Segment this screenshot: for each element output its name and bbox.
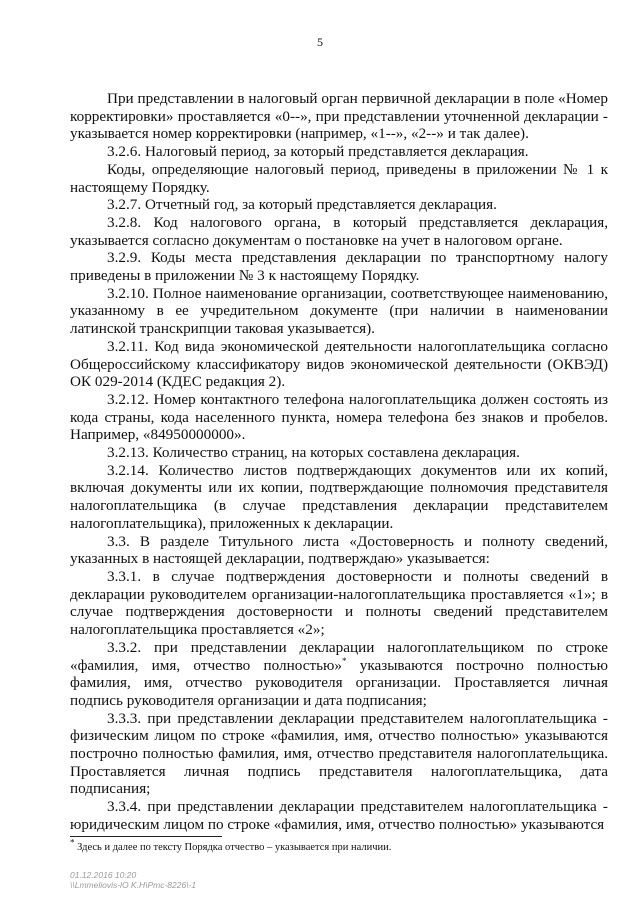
- paragraph: Коды, определяющие налоговый период, приведены в приложении № 1 к настоящему Порядку.: [70, 160, 608, 196]
- paragraph: 3.2.12. Номер контактного телефона налогоплательщика должен состоять из кода страны, кода населенного пункта, номера телефона без знаков и пробелов. Например, «84950000000».: [70, 390, 608, 444]
- paragraph: 3.3.4. при представлении декларации представителем налогоплательщика - юридическим лицом по строке «фамилия, имя, отчество полностью» указываются: [70, 798, 608, 833]
- paragraph: 3.2.14. Количество листов подтверждающих документов или их копий, включая документы или их копии, подтверждающие полномочия представителя налогоплательщика (в случае представления декларации представителем налогоплательщика), приложенных к декларации.: [70, 461, 608, 532]
- footnote-text: Здесь и далее по тексту Порядка отчество – указывается при наличии.: [74, 842, 392, 853]
- page-number: 5: [317, 35, 323, 49]
- paragraph-3-3-2: [70, 639, 608, 710]
- document-body: [70, 90, 608, 834]
- paragraph: 3.2.11. Код вида экономической деятельности налогоплательщика согласно Общероссийскому классификатору видов экономической деятельности (ОКВЭД) ОК 029-2014 (КДЕС редакция 2).: [70, 337, 608, 391]
- footnote-reference: *: [341, 655, 347, 666]
- paragraph: 3.3.1. в случае подтверждения достоверности и полноты сведений в декларации руководителем организации-налогоплательщика проставляется «1»; в случае подтверждения достоверности и полноты сведений представителем налогоплательщика проставляется «2»;: [70, 567, 608, 639]
- paragraph: При представлении в налоговый орган первичной декларации в поле «Номер корректировки» проставляется «0--», при представлении уточненной декларации - указывается номер корректировки (например, «1--», «2--» и так далее).: [70, 90, 608, 143]
- print-stamp-date: 01.12.2016 10:20: [70, 870, 137, 880]
- paragraph: 3.2.6. Налоговый период, за который представляется декларация.: [107, 143, 529, 161]
- paragraph: 3.3.3. при представлении декларации представителем налогоплательщика - физическим лицом по строке «фамилия, имя, отчество полностью» указываются построчно полностью фамилия, имя, отчество представителя налогоплательщика. Проставляется личная подпись представителя налогоплательщика, дата подписания;: [70, 709, 608, 798]
- paragraph: 3.2.10. Полное наименование организации, соответствующее наименованию, указанному в ее учредительном документе (при наличии в наименовании латинской транскрипции таковая указывается).: [70, 284, 608, 338]
- paragraph: 3.3. В разделе Титульного листа «Достоверность и полноту сведений, указанных в настоящей декларации, подтверждаю» указывается:: [70, 532, 608, 568]
- footnote: [70, 837, 608, 854]
- paragraph: 3.2.13. Количество страниц, на которых составлена декларация.: [107, 444, 520, 462]
- paragraph: 3.2.8. Код налогового органа, в который представляется декларация, указывается согласно документам о постановке на учет в налоговом органе.: [70, 213, 608, 249]
- print-stamp-path: \\Lmmeliovis-lO K.H\Pmc-8226\-1: [70, 880, 197, 890]
- footnote-mark: *: [70, 837, 75, 848]
- paragraph: 3.2.9. Коды места представления декларации по транспортному налогу приведены в приложении № 3 к настоящему Порядку.: [70, 249, 608, 285]
- paragraph: 3.2.7. Отчетный год, за который представляется декларация.: [107, 196, 497, 214]
- paragraph-text: указываются построчно полностью фамилия, имя, отчество руководителя организации. Проставляется личная подпись руководителя организации и дата подписания;: [70, 656, 608, 709]
- paragraph-text: 3.3.2. при представлении декларации налогоплательщиком по строке «фамилия, имя, отчество полностью»: [70, 638, 608, 674]
- footnote-separator: [70, 836, 222, 837]
- print-stamp: [70, 870, 196, 890]
